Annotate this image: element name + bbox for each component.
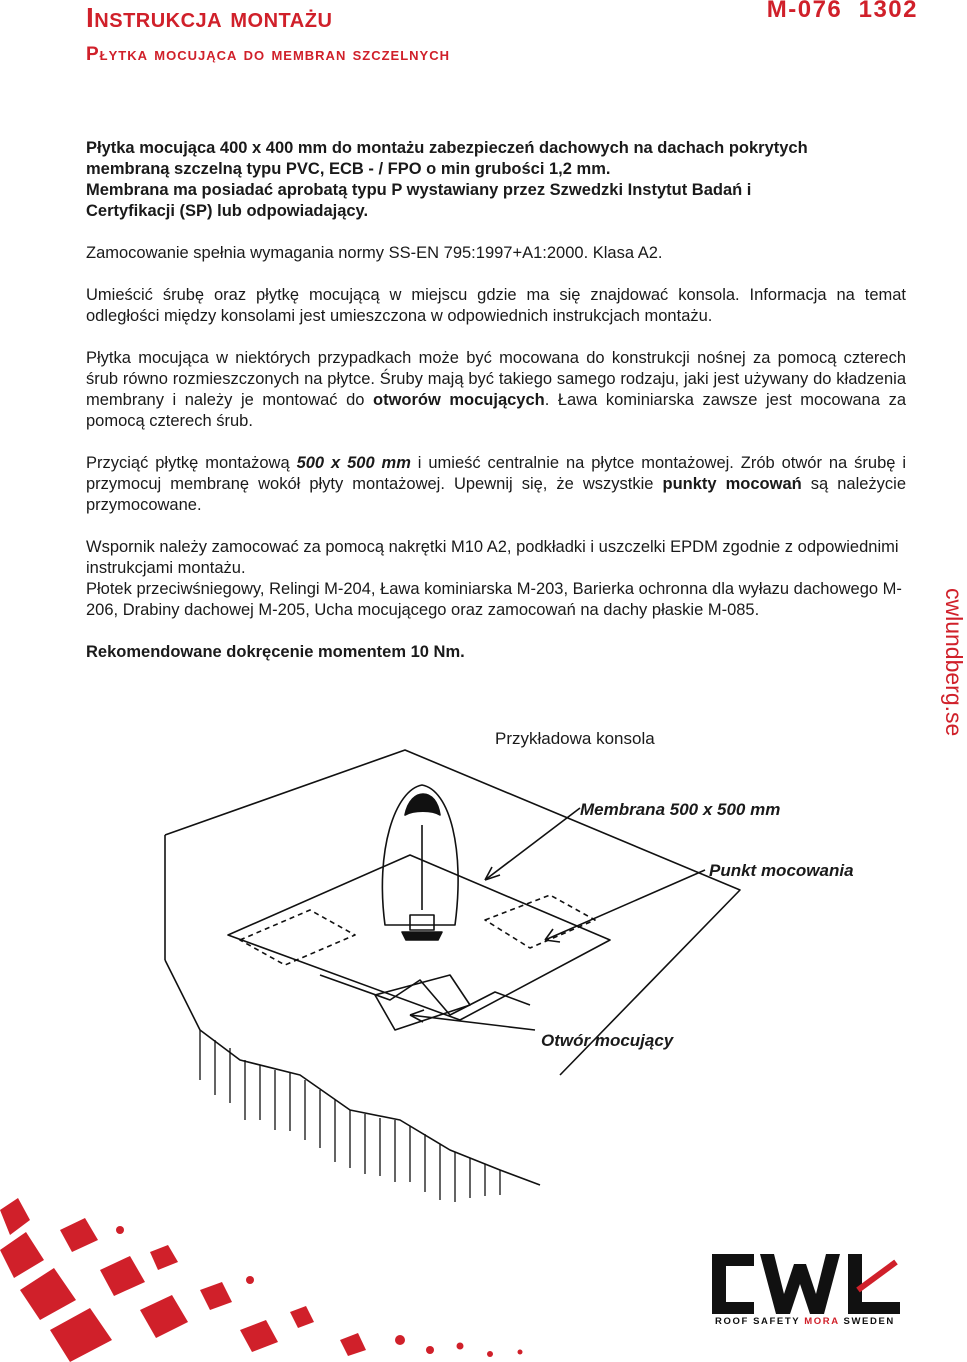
red-decorative-swoosh (0, 1190, 700, 1362)
label-example-console: Przykładowa konsola (495, 729, 655, 748)
swoosh-shard (290, 1306, 314, 1328)
document-code: M-076 1302 (766, 0, 918, 23)
paragraph-bracket: Wspornik należy zamocować za pomocą nakrętki M10 A2, podkładki i uszczelki EPDM zgodnie z odpowiednimi instrukcjami montażu. (86, 538, 899, 577)
swoosh-shard (140, 1295, 188, 1338)
logo-tagline (715, 1316, 895, 1327)
swoosh-shard (100, 1256, 145, 1296)
paragraph-screws (86, 348, 906, 432)
label-membrane: Membrana 500 x 500 mm (580, 800, 781, 819)
roof-fringe-lines (200, 1030, 500, 1202)
swoosh-dot (487, 1351, 493, 1357)
arrow-membrane (485, 808, 580, 880)
fastening-point-left (240, 910, 355, 965)
document-subtitle: Płytka mocująca do membran szczelnych (86, 44, 450, 65)
paragraph-torque: Rekomendowane dokręcenie momentem 10 Nm. (86, 643, 465, 661)
swoosh-shard (20, 1268, 76, 1320)
roof-fringe (165, 960, 540, 1185)
paragraph-intro-line-4: Certyfikacji (SP) lub odpowiadający. (86, 202, 369, 220)
paragraph-intro-line-2: membraną szczelną typu PVC, ECB - / FPO o min grubości 1,2 mm. (86, 160, 611, 178)
fastening-point-right (485, 895, 595, 948)
swoosh-dot (518, 1350, 523, 1355)
logo-red-stroke (858, 1262, 896, 1290)
swoosh-dot (457, 1343, 464, 1350)
swoosh-dot (246, 1276, 254, 1284)
instruction-body (86, 138, 906, 684)
swoosh-shard (0, 1232, 44, 1278)
paragraph-intro-line-3: Membrana ma posiadać aprobatą typu P wystawiany przez Szwedzki Instytut Badań i (86, 181, 752, 199)
paragraph-screws-text-a: Płytka mocująca w niektórych przypadkach może być mocowana do konstrukcji nośnej za pomocą czterech śrub równo rozmieszczonych na płytce. Śruby mają być takiego samego rodzaju, jaki jest używany do kładzenia membrany i należy je montować do (86, 349, 906, 409)
swoosh-dot (426, 1346, 434, 1354)
logo-letter-w (760, 1254, 840, 1314)
paragraph-membrane-text-a: Przyciąć płytkę montażową (86, 454, 297, 472)
paragraph-membrane-emphasis: punkty mocowań (662, 475, 802, 493)
swoosh-shard (340, 1333, 366, 1356)
paragraph-products: Płotek przeciwśniegowy, Relingi M-204, Ława kominiarska M-203, Barierka ochronna dla wyłazu dachowego M-206, Drabiny dachowej M-205, Ucha mocującego oraz zamocowań na dachy płaskie M-085. (86, 580, 902, 619)
swoosh-dot (116, 1226, 124, 1234)
swoosh-shard (0, 1198, 30, 1235)
swoosh-shard (150, 1245, 178, 1270)
nut (410, 915, 434, 930)
paragraph-screws-emphasis: otworów mocujących (373, 391, 545, 409)
logo-tagline-a: ROOF SAFETY (715, 1316, 805, 1327)
paragraph-screws-text-b: . Ława kominiarska zawsze jest mocowana za pomocą czterech śrub. (86, 391, 907, 430)
swoosh-shard (60, 1218, 98, 1252)
swoosh-shard (240, 1320, 278, 1352)
arrow-punkt-head (545, 929, 560, 942)
paragraph-intro-line-1: Płytka mocująca 400 x 400 mm do montażu zabezpieczeń dachowych na dachach pokrytych (86, 139, 808, 157)
logo-tagline-mora: MORA (804, 1316, 840, 1327)
paragraph-norm: Zamocowanie spełnia wymagania normy SS-EN 795:1997+A1:2000. Klasa A2. (86, 244, 663, 262)
console-eye (405, 794, 440, 815)
website-side-text: cwlundberg.se (941, 588, 967, 737)
paragraph-placement: Umieścić śrubę oraz płytkę mocującą w miejscu gdzie ma się znajdować konsola. Informacja na temat odległości między konsolami jest umieszczona w odpowiednich instrukcjach montażu. (86, 286, 906, 325)
arrow-otwor (410, 1015, 535, 1030)
paragraph-membrane-text-b: i umieść centralnie na płytce montażowej. Zrób otwór na śrubę i przymocuj membranę wokół płyty montażowej. Upewnij się, że wszystkie (86, 454, 906, 493)
swoosh-dot (395, 1335, 405, 1345)
logo-letter-c (712, 1254, 754, 1314)
swoosh-shard (200, 1282, 232, 1310)
washer (402, 932, 442, 940)
paragraph-membrane (86, 453, 906, 516)
label-mounting-hole: Otwór mocujący (541, 1031, 674, 1050)
membrane-edge (165, 750, 740, 1075)
swoosh-shard (50, 1308, 112, 1362)
logo-tagline-c: SWEDEN (839, 1316, 895, 1327)
paragraph-membrane-size: 500 x 500 mm (296, 454, 411, 472)
label-fastening-point: Punkt mocowania (709, 861, 854, 880)
paragraph-membrane-text-c: są należycie przymocowane. (86, 475, 907, 514)
document-title: Instrukcja montażu (86, 2, 333, 33)
